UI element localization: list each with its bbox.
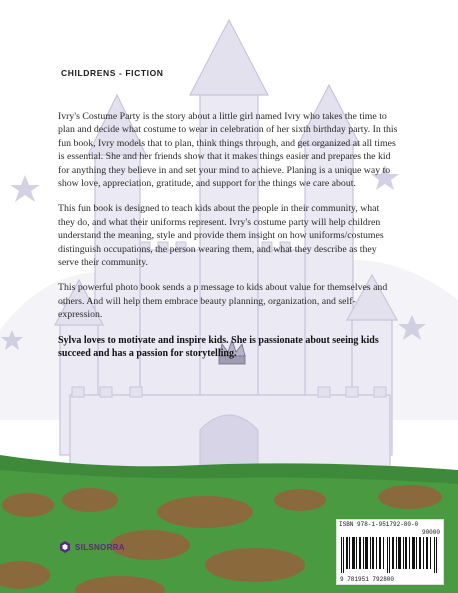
publisher-emblem-icon (58, 540, 72, 554)
book-category: CHILDRENS - FICTION (61, 68, 164, 78)
barcode-bars (341, 537, 439, 573)
description-paragraph: This powerful photo book sends a p message to kids about value for themselves and others. And will help them embrace beauty planning, organization, and self-expression. (58, 282, 388, 321)
price-code: 90000 (421, 529, 440, 536)
publisher-logo (58, 540, 125, 554)
publisher-name: SILSNORRA (75, 542, 125, 552)
description-paragraph: Ivry's Costume Party is the story about a little girl named Ivry who takes the time to plan and decide what costume to wear in celebration of her sixth birthday party. In this fun book, Ivry models that to plan, think things through, and get organized at all times is essential. She and her friends show that it makes things easier and prepares the kid for anything they believe in and set your mind to achieve. Planing is a unique way to show love, appreciation, gratitude, and support for the things we care about. (58, 111, 398, 190)
back-cover-description (58, 110, 398, 373)
barcode-digits: 9 781951 792800 (340, 576, 395, 583)
author-tagline: Sylva loves to motivate and inspire kids. She is passionate about seeing kids succeed and has a passion for storytelling. (58, 334, 379, 360)
description-paragraph: This fun book is designed to teach kids about the people in their community, what they do, and what their uniforms represent. Ivry's costume party will help children understand the meaning, style and provide them insight on how uniforms/costumes distinguish occupations, the person wearing them, and what they describe as they serve their community. (58, 203, 384, 269)
isbn-number: ISBN 978-1-951792-80-0 (339, 521, 419, 528)
isbn-barcode (336, 519, 444, 585)
